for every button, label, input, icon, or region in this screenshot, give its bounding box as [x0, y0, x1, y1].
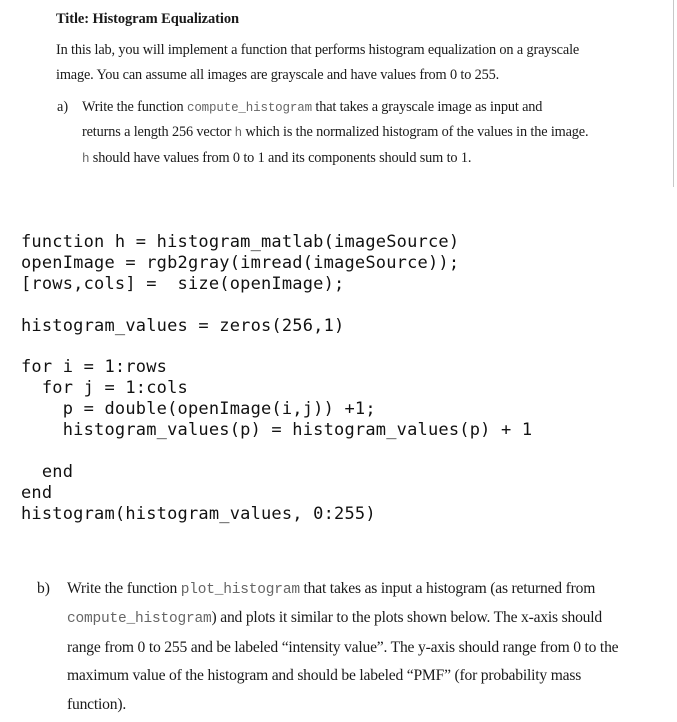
compute-histogram-code: compute_histogram [186, 101, 312, 115]
h-vector-code-2: h [82, 152, 90, 166]
right-border-rule [673, 0, 674, 187]
code-line-14: histogram(histogram_values, 0:255) [21, 503, 376, 524]
code-line-9: p = double(openImage(i,j)) +1; [21, 399, 376, 420]
item-b-line-4: maximum value of the histogram and should be labeled “PMF” (for probability mass [67, 667, 582, 684]
item-a-line-3-tail: should have values from 0 to 1 and its components should sum to 1. [89, 150, 472, 166]
intro-line-2: image. You can assume all images are grayscale and have values from 0 to 255. [56, 67, 500, 83]
h-vector-code: h [234, 126, 242, 140]
code-line-11 [21, 441, 532, 462]
item-b-line-3: range from 0 to 255 and be labeled “intensity value”. The y-axis should range from 0 to the [67, 639, 619, 656]
assignment-title [56, 11, 239, 28]
assignment-header-section [0, 0, 677, 190]
code-line-10: histogram_values(p) = histogram_values(p) + 1 [21, 420, 533, 441]
code-line-8: for j = 1:cols [21, 378, 188, 399]
item-b-line-5: function). [67, 696, 127, 713]
item-b-line-1-text: Write the function [67, 580, 181, 597]
code-line-13: end [21, 482, 53, 503]
title-label: Title: [56, 11, 89, 27]
compute-histogram-code-2: compute_histogram [67, 611, 212, 627]
title-text: Histogram Equalization [92, 11, 239, 27]
item-a-line-2-tail: which is the normalized histogram of the values in the image. [241, 124, 589, 140]
code-line-2: openImage = rgb2gray(imread(imageSource)); [21, 252, 460, 273]
code-line-7: for i = 1:rows [21, 357, 168, 378]
plot-histogram-code: plot_histogram [180, 582, 300, 598]
code-line-1: function h = histogram_matlab(imageSource) [21, 232, 460, 252]
code-line-5: histogram_values = zeros(256,1) [21, 315, 345, 336]
item-a-marker: a) [57, 99, 69, 115]
item-a-line-1-tail: that takes a grayscale image as input and [311, 99, 543, 115]
item-a-line-2-text: returns a length 256 vector [82, 124, 235, 140]
matlab-code-block [21, 232, 532, 524]
code-line-3: [rows,cols] = size(openImage); [21, 273, 345, 294]
code-line-4 [21, 295, 532, 316]
intro-line-1: In this lab, you will implement a function that performs histogram equalization on a grayscale [56, 42, 580, 58]
item-b-marker: b) [37, 580, 50, 597]
item-b-line-1 [67, 580, 595, 598]
item-a-line-2 [82, 124, 588, 141]
item-a-line-1-text: Write the function [82, 99, 187, 115]
item-b-line-2 [67, 609, 602, 627]
code-line-6 [21, 336, 532, 357]
item-b-line-2-tail: ) and plots it similar to the plots shown below. The x-axis should [211, 609, 603, 626]
item-b-line-1-tail: that takes as input a histogram (as returned from [299, 580, 596, 597]
item-a-line-1 [82, 99, 542, 116]
item-a-line-3 [82, 150, 471, 167]
code-line-12: end [21, 461, 74, 482]
